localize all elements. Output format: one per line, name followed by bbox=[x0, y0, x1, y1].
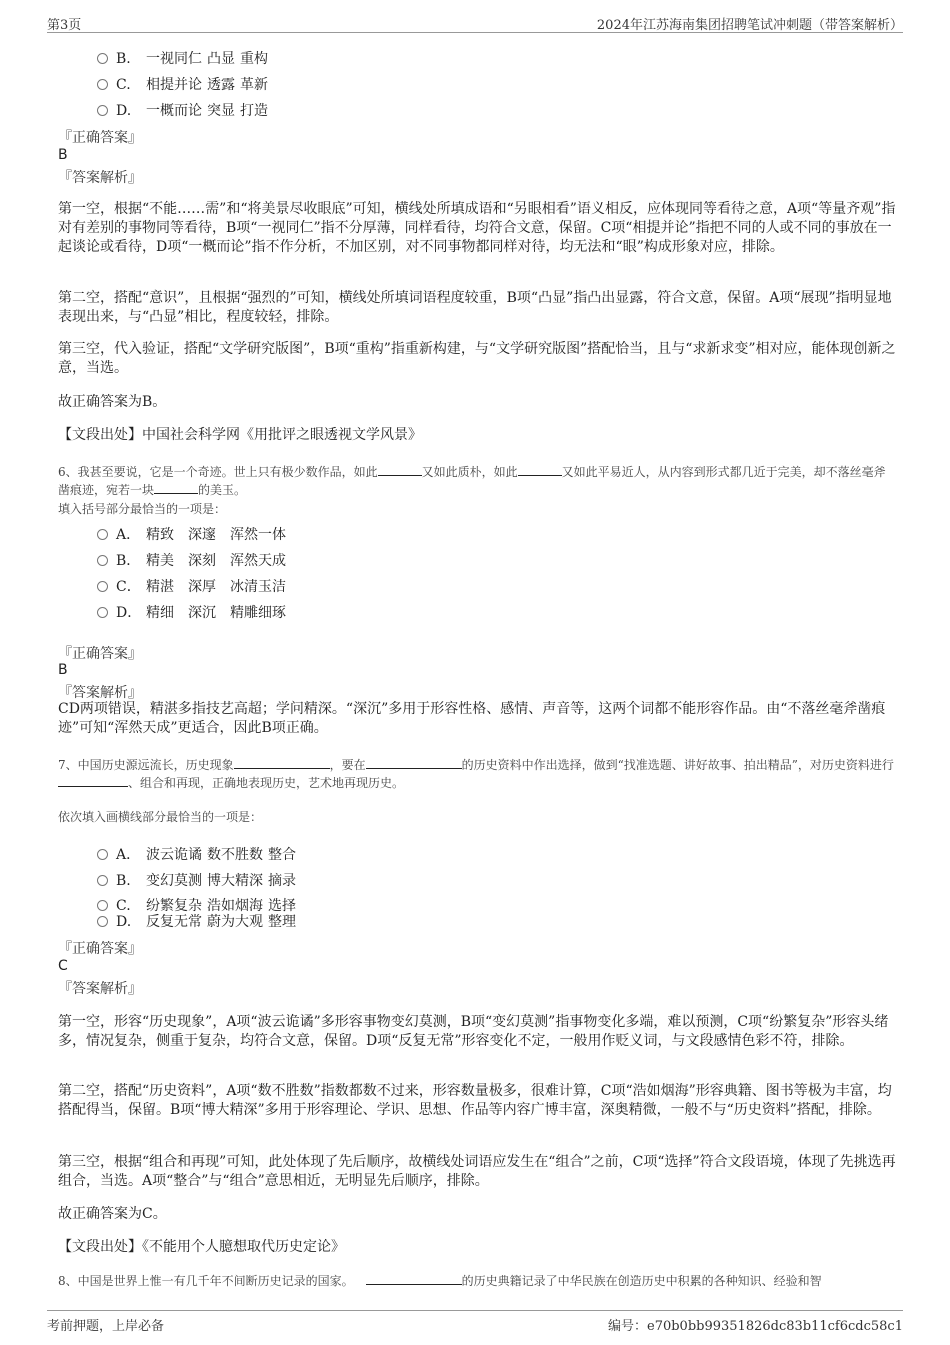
radio-icon[interactable] bbox=[97, 581, 108, 592]
radio-icon[interactable] bbox=[97, 875, 108, 886]
q6-prompt: 填入括号部分最恰当的一项是： bbox=[58, 502, 227, 516]
q7-answer-label: 『正确答案』 bbox=[58, 941, 142, 957]
q6-answer: B bbox=[58, 662, 68, 678]
q7-analysis-para-1: 第一空，形容“历史现象”，A项“波云诡谲”多形容事物变幻莫测，B项“变幻莫测”指事物变化多端，难以预测，C项“纷繁复杂”形容头绪多，情况复杂，侧重于复杂，均符合文意，保留。D项“反复无常”形容变化不定，一般用作贬义词，与文段感情色彩不符，排除。 bbox=[58, 1014, 889, 1049]
q6-stem: 6、我甚至要说，它是一个奇迹。世上只有极少数作品，如此 又如此质朴，如此 又如此平易近人，从内容到形式都几近于完美，却不落丝毫斧凿痕迹，宛若一块 的美玉。 bbox=[58, 465, 886, 497]
q6-option-b[interactable]: B． 精美 深刻 浑然天成 bbox=[97, 550, 300, 570]
q5-answer-label: 『正确答案』 bbox=[58, 130, 142, 146]
q7-option-d[interactable]: D. 反复无常 蔚为大观 整理 bbox=[97, 911, 301, 931]
q5-option-d[interactable]: D. 一概而论 突显 打造 bbox=[97, 100, 273, 120]
q6-analysis: CD两项错误，精湛多指技艺高超；学问精深。“深沉”多用于形容性格、感情、声音等，这两个词都不能形容作品。由“不落丝毫斧凿痕迹”可知“浑然天成”更适合，因此B项正确。 bbox=[58, 701, 886, 736]
q5-analysis-para-4: 故正确答案为B。 bbox=[58, 394, 167, 410]
radio-icon[interactable] bbox=[97, 79, 108, 90]
document-title: 2024年江苏海南集团招聘笔试冲刺题（带答案解析） bbox=[596, 18, 903, 33]
q5-analysis-label: 『答案解析』 bbox=[58, 170, 142, 186]
footer-code: 编号：e70b0bb99351826dc83b11cf6cdc58c1 bbox=[608, 1319, 903, 1334]
q7-analysis-para-3: 第三空，根据“组合和再现”可知，此处体现了先后顺序，故横线处词语应发生在“组合”之前，C项“选择”符合文段语境，体现了先挑选再组合，当选。A项“整合”与“组合”意思相近，无明显先后顺序，排除。 bbox=[58, 1154, 896, 1189]
q7-analysis-para-2: 第二空，搭配“历史资料”，A项“数不胜数”指数都数不过来，形容数量极多，很难计算，C项“浩如烟海”形容典籍、图书等极为丰富，均搭配得当，保留。B项“博大精深”多用于形容理论、学识、思想、作品等内容广博丰富，深奥精微，一般不与“历史资料”搭配，排除。 bbox=[58, 1083, 892, 1118]
page-footer bbox=[47, 1310, 903, 1333]
q6-answer-label: 『正确答案』 bbox=[58, 646, 142, 662]
radio-icon[interactable] bbox=[97, 105, 108, 116]
radio-icon[interactable] bbox=[97, 53, 108, 64]
radio-icon[interactable] bbox=[97, 529, 108, 540]
q5-analysis-para-2: 第二空，搭配“意识”，且根据“强烈的”可知，横线处所填词语程度较重，B项“凸显”指凸出显露，符合文意，保留。A项“展现”指明显地表现出来，与“凸显”相比，程度较轻，排除。 bbox=[58, 290, 892, 325]
footer-slogan: 考前押题，上岸必备 bbox=[47, 1319, 165, 1334]
page-number: 第3页 bbox=[47, 18, 82, 33]
radio-icon[interactable] bbox=[97, 916, 108, 927]
radio-icon[interactable] bbox=[97, 849, 108, 860]
q7-option-b[interactable]: B. 变幻莫测 博大精深 摘录 bbox=[97, 870, 301, 890]
q7-analysis-para-4: 故正确答案为C。 bbox=[58, 1206, 167, 1222]
blank-line bbox=[378, 463, 422, 476]
q5-option-b[interactable]: B. 一视同仁 凸显 重构 bbox=[97, 48, 273, 68]
q7-stem: 7、中国历史源远流长，历史现象 ，要在 的历史资料中作出选择，做到“找准选题、讲好故事、拍出精品”，对历史资料进行、组合和再现，正确地表现历史，艺术地再现历史。 bbox=[58, 758, 894, 790]
q7-option-c[interactable]: C. 纷繁复杂 浩如烟海 选择 bbox=[97, 895, 301, 915]
q7-prompt: 依次填入画横线部分最恰当的一项是： bbox=[58, 810, 263, 824]
blank-line bbox=[518, 463, 562, 476]
blank-line bbox=[366, 756, 462, 769]
q7-source: 【文段出处】《不能用个人臆想取代历史定论》 bbox=[58, 1239, 345, 1255]
radio-icon[interactable] bbox=[97, 607, 108, 618]
radio-icon[interactable] bbox=[97, 900, 108, 911]
q6-analysis-label: 『答案解析』 bbox=[58, 685, 142, 701]
q8-stem: 8、中国是世界上惟一有几千年不间断历史记录的国家。 的历史典籍记录了中华民族在创造历史中积累的各种知识、经验和智 bbox=[58, 1274, 822, 1288]
blank-line bbox=[154, 481, 198, 494]
q6-option-a[interactable]: A． 精致 深邃 浑然一体 bbox=[97, 524, 300, 544]
q5-analysis-para-1: 第一空，根据“不能……需”和“将美景尽收眼底”可知，横线处所填成语和“另眼相看”语义相反，应体现同等看待之意，A项“等量齐观”指对有差别的事物同等看待，B项“一视同仁”指不分厚薄，同样看待，均符合文意，保留。C项“相提并论”指把不同的人或不同的事放在一起谈论或看待，D项“一概而论”指不作分析，不加区别，对不同事物都同样对待，均无法和“眼”构成形象对应，排除。 bbox=[58, 201, 896, 255]
blank-line bbox=[366, 1272, 462, 1285]
q6-option-d[interactable]: D． 精细 深沉 精雕细琢 bbox=[97, 602, 300, 622]
q5-analysis-para-3: 第三空，代入验证，搭配“文学研究版图”，B项“重构”指重新构建，与“文学研究版图”搭配恰当，且与“求新求变”相对应，能体现创新之意，当选。 bbox=[58, 341, 896, 376]
q7-answer: C bbox=[58, 958, 68, 974]
blank-line bbox=[234, 756, 330, 769]
q5-option-c[interactable]: C. 相提并论 透露 革新 bbox=[97, 74, 273, 94]
q7-analysis-label: 『答案解析』 bbox=[58, 981, 142, 997]
q6-option-c[interactable]: C． 精湛 深厚 冰清玉洁 bbox=[97, 576, 300, 596]
radio-icon[interactable] bbox=[97, 555, 108, 566]
page-header bbox=[47, 14, 903, 33]
q5-source: 【文段出处】中国社会科学网《用批评之眼透视文学风景》 bbox=[58, 427, 422, 443]
q5-answer: B bbox=[58, 147, 68, 163]
blank-line bbox=[58, 774, 128, 787]
q7-option-a[interactable]: A． 波云诡谲 数不胜数 整合 bbox=[97, 844, 301, 864]
